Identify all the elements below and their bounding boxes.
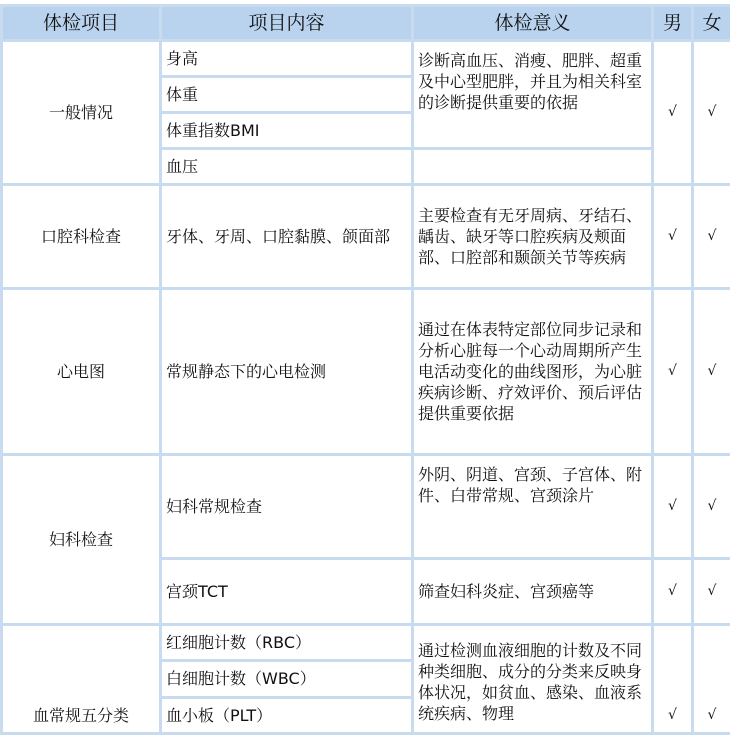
category-blood: 血常规五分类 [2,625,161,734]
male-check: √ [653,185,693,289]
item-rbc: 红细胞计数（RBC） [161,625,413,661]
category-ecg: 心电图 [2,289,161,455]
item-bmi: 体重指数BMI [161,113,413,149]
table-row [2,41,730,77]
meaning-ecg: 通过在体表特定部位同步记录和分析心脏每一个心动周期所产生电活动变化的曲线图形，为心脏疾病诊断、疗效评价、预后评估提供重要依据 [413,289,653,455]
item-plt: 血小板（PLT） [161,697,413,733]
header-female: 女 [693,6,730,41]
item-blood-pressure: 血压 [161,149,413,185]
female-check: √ [693,559,730,625]
table-row [2,625,730,661]
category-oral: 口腔科检查 [2,185,161,289]
male-check: √ [653,289,693,455]
meaning-blood: 通过检测血液细胞的计数及不同种类细胞、成分的分类来反映身体状况，如贫血、感染、血液系统疾病、物理 [413,625,653,734]
meaning-empty [413,149,653,185]
item-ecg: 常规静态下的心电检测 [161,289,413,455]
header-row [2,6,730,41]
male-check: √ [653,559,693,625]
male-check: √ [653,625,693,734]
meaning-gyn-tct: 筛查妇科炎症、宫颈癌等 [413,559,653,625]
item-height: 身高 [161,41,413,77]
female-check: √ [693,625,730,734]
meaning-oral: 主要检查有无牙周病、牙结石、龋齿、缺牙等口腔疾病及颊面部、口腔部和颞颌关节等疾病 [413,185,653,289]
table-row [2,289,730,455]
category-gyn: 妇科检查 [2,455,161,625]
header-items: 项目内容 [161,6,413,41]
table-row [2,185,730,289]
item-gyn-routine: 妇科常规检查 [161,455,413,559]
female-check: √ [693,41,730,185]
female-check: √ [693,289,730,455]
meaning-general: 诊断高血压、消瘦、肥胖、超重及中心型肥胖，并且为相关科室的诊断提供重要的依据 [413,41,653,149]
item-oral: 牙体、牙周、口腔黏膜、颌面部 [161,185,413,289]
female-check: √ [693,455,730,559]
item-wbc: 白细胞计数（WBC） [161,661,413,697]
category-general: 一般情况 [2,41,161,185]
header-meaning: 体检意义 [413,6,653,41]
female-check: √ [693,185,730,289]
meaning-gyn-routine: 外阴、阴道、宫颈、子宫体、附件、白带常规、宫颈涂片 [413,455,653,559]
item-gyn-tct: 宫颈TCT [161,559,413,625]
item-weight: 体重 [161,77,413,113]
male-check: √ [653,41,693,185]
male-check: √ [653,455,693,559]
header-male: 男 [653,6,693,41]
table-row [2,455,730,559]
header-category: 体检项目 [2,6,161,41]
checkup-table [0,4,730,735]
